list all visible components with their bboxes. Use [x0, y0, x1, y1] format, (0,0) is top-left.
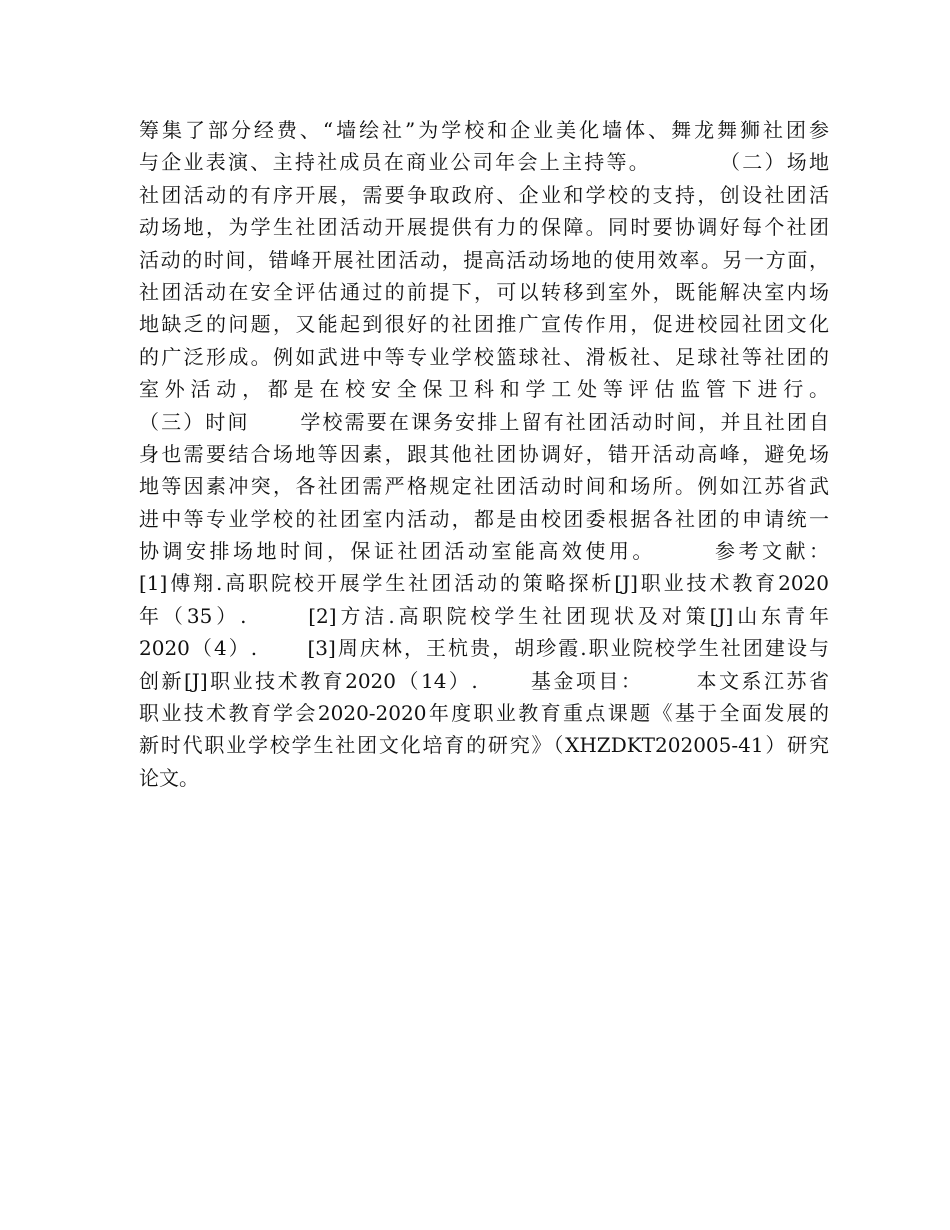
text-line: 地缺乏的问题，又能起到很好的社团推广宣传作用，促进校园社团文化 — [139, 312, 829, 337]
text-line: 身也需要结合场地等因素，跟其他社团协调好，错开活动高峰，避免场 — [139, 441, 829, 466]
text-line: （三）时间 学校需要在课务安排上留有社团活动时间，并且社团自 — [139, 409, 829, 434]
text-line: 社团活动的有序开展，需要争取政府、企业和学校的支持，创设社团活 — [139, 182, 829, 207]
text-line: 创新[J]职业技术教育2020（14）. 基金项目： 本文系江苏省 — [139, 668, 829, 693]
text-line: 室外活动，都是在校安全保卫科和学工处等评估监管下进行。 — [139, 377, 829, 402]
text-line: 与企业表演、主持社成员在商业公司年会上主持等。 （二）场地 — [139, 150, 829, 175]
text-line: [1]傅翔.高职院校开展学生社团活动的策略探析[J]职业技术教育2020 — [139, 571, 829, 596]
text-line: 筹集了部分经费、“墙绘社”为学校和企业美化墙体、舞龙舞狮社团参 — [139, 118, 829, 142]
text-line: 论文。 — [139, 765, 199, 790]
text-line: 2020（4）. [3]周庆林，王杭贵，胡珍霞.职业院校学生社团建设与 — [139, 636, 829, 661]
text-line: 年（35）. [2]方洁.高职院校学生社团现状及对策[J]山东青年 — [139, 603, 829, 628]
text-line: 动场地，为学生社团活动开展提供有力的保障。同时要协调好每个社团 — [139, 215, 829, 240]
text-line: 社团活动在安全评估通过的前提下，可以转移到室外，既能解决室内场 — [139, 279, 829, 304]
text-line: 的广泛形成。例如武进中等专业学校篮球社、滑板社、足球社等社团的 — [139, 344, 829, 369]
text-line: 地等因素冲突，各社团需严格规定社团活动时间和场所。例如江苏省武 — [139, 474, 829, 499]
text-line: 新时代职业学校学生社团文化培育的研究》（XHZDKT202005-41）研究 — [139, 733, 829, 758]
text-line: 职业技术教育学会2020-2020年度职业教育重点课题《基于全面发展的 — [139, 701, 829, 726]
text-line: 活动的时间，错峰开展社团活动，提高活动场地的使用效率。另一方面， — [139, 247, 829, 272]
text-line: 协调安排场地时间，保证社团活动室能高效使用。 参考文献： — [139, 539, 829, 564]
text-line: 进中等专业学校的社团室内活动，都是由校团委根据各社团的申请统一 — [139, 506, 829, 531]
body-text — [139, 114, 829, 794]
